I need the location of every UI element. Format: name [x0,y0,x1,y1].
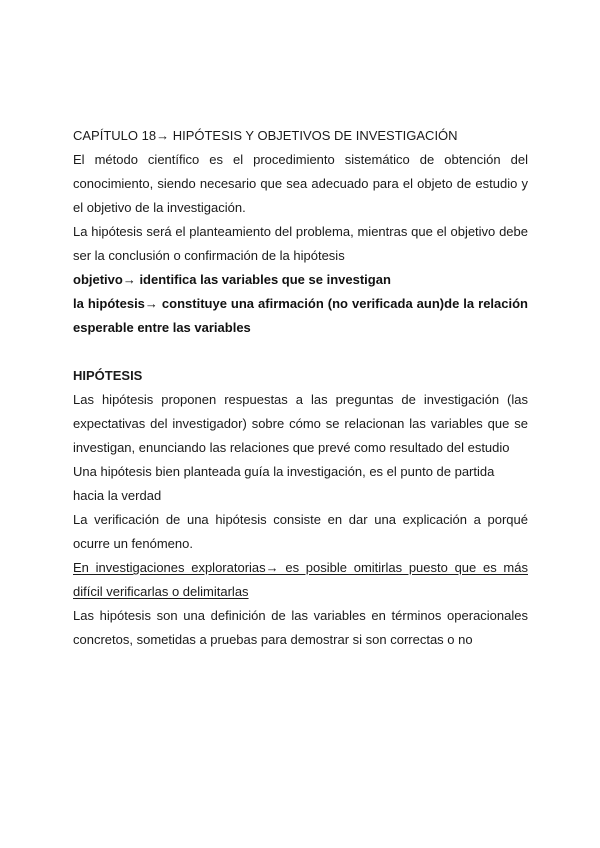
hypothesis-definition: la hipótesis→ constituye una afirmación (no verificada aun)de la relación esperable entre las variables [73,296,528,335]
body-paragraph: Las hipótesis proponen respuestas a las preguntas de investigación (las expectativas del investigador) sobre cómo se relacionan las variables que se investigan, enunciando las relaciones que prevé como resultado del estudio [73,392,528,455]
body-paragraph: Una hipótesis bien planteada guía la investigación, es el punto de partida hacia la verdad [73,464,495,503]
section-heading: HIPÓTESIS [73,368,143,383]
underlined-note: En investigaciones exploratorias→ es posible omitirlas puesto que es más difícil verificarlas o delimitarlas [73,560,528,599]
objective-definition: objetivo→ identifica las variables que se investigan [73,272,391,287]
chapter-title: CAPÍTULO 18→ HIPÓTESIS Y OBJETIVOS DE INVESTIGACIÓN [73,128,458,143]
intro-paragraph: El método científico es el procedimiento sistemático de obtención del conocimiento, siendo necesario que sea adecuado para el objeto de estudio y el objetivo de la investigación. [73,152,528,215]
body-paragraph: Las hipótesis son una definición de las variables en términos operacionales concretos, sometidas a pruebas para demostrar si son correctas o no [73,608,528,647]
document-body [73,124,528,652]
body-paragraph: La verificación de una hipótesis consiste en dar una explicación a porqué ocurre un fenómeno. [73,512,528,551]
intro-paragraph: La hipótesis será el planteamiento del problema, mientras que el objetivo debe ser la conclusión o confirmación de la hipótesis [73,224,528,263]
